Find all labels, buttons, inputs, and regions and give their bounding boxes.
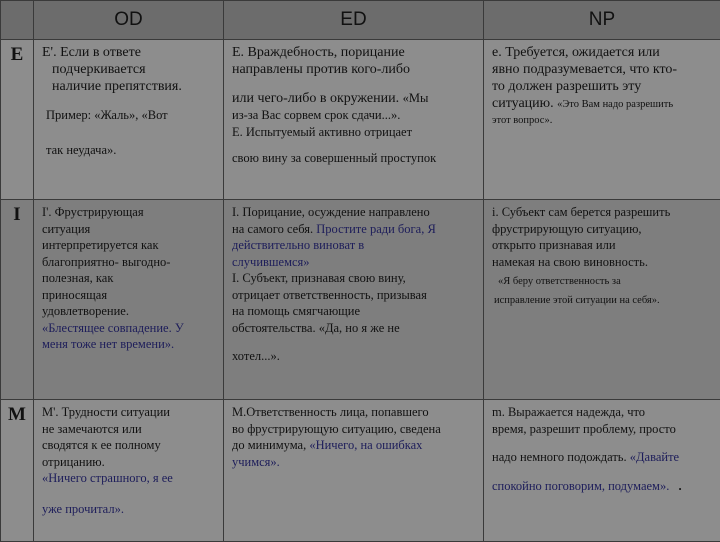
od-m-line-3: сводятся к ее полному <box>42 437 217 454</box>
ed-i-line-6: I. Субъект, признавая свою вину, <box>232 270 477 287</box>
header-empty <box>1 1 34 40</box>
np-i-line-5: «Я беру ответственность за <box>492 274 714 291</box>
np-e-line-6: этот вопрос». <box>492 113 714 130</box>
ed-i-line-11: хотел...». <box>232 348 477 365</box>
np-i-line-6: исправление этой ситуации на себя». <box>492 293 714 310</box>
cell-m-ed <box>224 400 484 542</box>
cell-i-od <box>34 200 224 400</box>
np-i-line-4: намекая на свою виновность. <box>492 254 714 271</box>
ed-m-line-4: «Ничего, на ошибках <box>309 438 422 452</box>
ed-i-line-3: Простите ради бога, Я <box>316 222 436 236</box>
cell-e-ed <box>224 40 484 200</box>
od-m-line-1: M'. Трудности ситуации <box>42 404 217 421</box>
np-m-line-6: . <box>672 479 681 493</box>
row-m <box>1 400 720 542</box>
row-label-i: I <box>1 200 34 400</box>
np-m-line-3: надо немного подождать. <box>492 450 627 464</box>
np-m-line-2: время, разрешит проблему, просто <box>492 421 714 438</box>
od-m-line-6: уже прочитал». <box>42 501 217 518</box>
od-i-line-5: полезная, как <box>42 270 217 287</box>
od-e-line-4: Пример: «Жаль», «Вот <box>42 107 217 124</box>
ed-e-line-3: или чего-либо в окружении. <box>232 91 399 106</box>
od-i-line-8: «Блестящее совпадение. У <box>42 320 217 337</box>
od-i-line-3: интерпретируется как <box>42 237 217 254</box>
cell-e-np <box>484 40 720 200</box>
np-m-line-4: «Давайте <box>630 450 679 464</box>
ed-i-line-7: отрицает ответственность, призывая <box>232 287 477 304</box>
header-od: OD <box>34 1 224 40</box>
od-i-line-7: удовлетворение. <box>42 303 217 320</box>
ed-e-line-4: «Мы <box>403 91 429 105</box>
np-i-line-1: i. Субъект сам берется разрешить <box>492 204 714 221</box>
od-i-line-9: меня тоже нет времени». <box>42 336 217 353</box>
np-i-line-2: фрустрирующую ситуацию, <box>492 221 714 238</box>
ed-e-line-7: свою вину за совершенный проступок <box>232 150 477 167</box>
cell-m-od <box>34 400 224 542</box>
od-e-line-3: наличие препятствия. <box>42 78 217 95</box>
od-m-line-5: «Ничего страшного, я ее <box>42 470 217 487</box>
od-i-line-2: ситуация <box>42 221 217 238</box>
ed-i-line-9: обстоятельства. <box>232 321 316 335</box>
od-m-line-2: не замечаются или <box>42 421 217 438</box>
ed-i-line-4: действительно виноват в <box>232 237 477 254</box>
np-e-line-5: «Это Вам надо разрешить <box>557 99 673 110</box>
ed-e-line-5: из-за Вас сорвем срок сдачи...». <box>232 107 477 124</box>
ed-i-line-5: случившемся» <box>232 254 477 271</box>
cell-i-ed <box>224 200 484 400</box>
row-label-e: E <box>1 40 34 200</box>
cell-e-od <box>34 40 224 200</box>
row-label-m: M <box>1 400 34 542</box>
header-ed: ED <box>224 1 484 40</box>
cell-m-np <box>484 400 720 542</box>
ed-m-line-3: до минимума, <box>232 438 306 452</box>
od-e-line-1: E'. Если в ответе <box>42 44 217 61</box>
ed-m-line-5: учимся». <box>232 454 477 471</box>
od-i-line-4: благоприятно- выгодно- <box>42 254 217 271</box>
cell-i-np <box>484 200 720 400</box>
od-m-line-4: отрицанию. <box>42 454 217 471</box>
np-m-line-1: m. Выражается надежда, что <box>492 404 714 421</box>
ed-i-line-10: «Да, но я же не <box>319 321 400 335</box>
ed-e-line-1: Е. Враждебность, порицание <box>232 44 477 61</box>
row-e <box>1 40 720 200</box>
ed-e-line-6: Е. Испытуемый активно отрицает <box>232 124 477 141</box>
od-i-line-1: I'. Фрустрирующая <box>42 204 217 221</box>
ed-m-line-2: во фрустрирующую ситуацию, сведена <box>232 421 477 438</box>
ed-i-line-1: I. Порицание, осуждение направлено <box>232 204 477 221</box>
od-e-line-5: так неудача». <box>42 142 217 159</box>
od-e-line-2: подчеркивается <box>42 61 217 78</box>
ed-m-line-1: M.Ответственность лица, попавшего <box>232 404 477 421</box>
ed-i-line-2: на самого себя. <box>232 222 313 236</box>
np-m-line-5: спокойно поговорим, подумаем». <box>492 479 669 493</box>
np-i-line-3: открыто признавая или <box>492 237 714 254</box>
header-np: NP <box>484 1 720 40</box>
np-e-line-2: явно подразумевается, что кто- <box>492 61 714 78</box>
np-e-line-3: то должен разрешить эту <box>492 78 714 95</box>
ed-i-line-8: на помощь смягчающие <box>232 303 477 320</box>
od-i-line-6: приносящая <box>42 287 217 304</box>
ed-e-line-2: направлены против кого-либо <box>232 61 477 78</box>
np-e-line-4: ситуацию. <box>492 96 554 111</box>
header-row <box>1 1 720 40</box>
row-i <box>1 200 720 400</box>
np-e-line-1: е. Требуется, ожидается или <box>492 44 714 61</box>
